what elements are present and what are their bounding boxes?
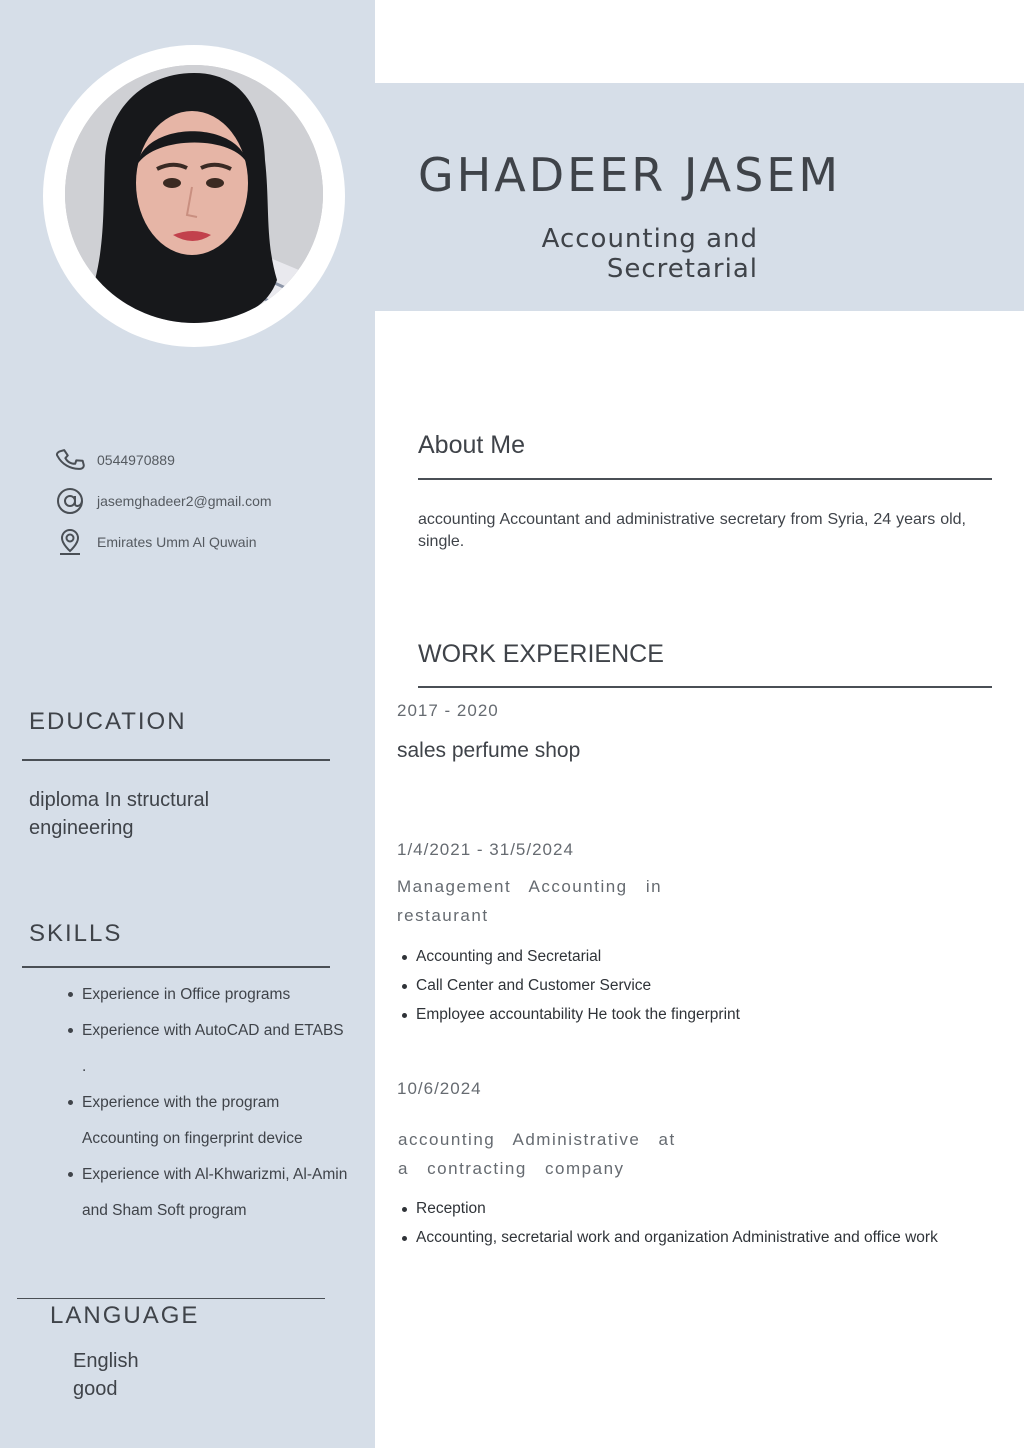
language-heading: LANGUAGE — [50, 1302, 200, 1329]
job-1-title: sales perfume shop — [397, 739, 581, 762]
job-3-title-line-1: accounting Administrative at — [398, 1130, 676, 1149]
duty-item: Call Center and Customer Service — [398, 971, 968, 1000]
language-level: good — [73, 1378, 118, 1400]
job-3-duties — [398, 1194, 958, 1252]
language-entry — [73, 1347, 139, 1403]
education-heading: EDUCATION — [29, 708, 187, 735]
contact-phone — [55, 445, 175, 475]
work-heading: WORK EXPERIENCE — [418, 640, 664, 668]
phone-icon — [55, 445, 85, 475]
skills-list — [68, 977, 348, 1229]
skill-item: Experience in Office programs — [68, 977, 348, 1013]
job-3-dates: 10/6/2024 — [397, 1079, 482, 1098]
candidate-name: GHADEER JASEM — [418, 148, 842, 202]
education-divider — [22, 759, 330, 761]
subtitle-line-1: Accounting and — [541, 224, 758, 254]
about-heading: About Me — [418, 431, 526, 459]
language-divider — [17, 1298, 325, 1299]
profile-portrait-illustration — [65, 65, 323, 323]
job-2-dates: 1/4/2021 - 31/5/2024 — [397, 840, 574, 859]
location-pin-icon — [55, 527, 85, 557]
job-1-dates: 2017 - 2020 — [397, 701, 499, 720]
job-2-title-line-1: Management Accounting in — [397, 877, 663, 896]
job-2-title — [397, 872, 697, 930]
skill-item: Experience with Al-Khwarizmi, Al-Amin and Sham Soft program — [68, 1157, 348, 1229]
contact-location — [55, 527, 256, 557]
about-text: accounting Accountant and administrative secretary from Syria, 24 years old, single. — [418, 511, 966, 550]
skills-heading: SKILLS — [29, 920, 123, 947]
skills-divider — [22, 966, 330, 968]
job-3-title — [398, 1125, 698, 1183]
duty-item: Employee accountability He took the fingerprint — [398, 1000, 968, 1029]
skill-item: Experience with AutoCAD and ETABS . — [68, 1013, 348, 1085]
email-address[interactable]: jasemghadeer2@gmail.com — [97, 493, 272, 509]
location-text: Emirates Umm Al Quwain — [97, 534, 257, 550]
job-3-title-line-2: a contracting company — [398, 1159, 625, 1178]
education-line-2: engineering — [29, 817, 134, 839]
at-sign-icon — [55, 486, 85, 516]
phone-number[interactable]: 0544970889 — [97, 452, 175, 468]
duty-item: Accounting, secretarial work and organization Administrative and office work — [398, 1223, 958, 1252]
job-2-duties — [398, 942, 968, 1029]
language-name: English — [73, 1350, 139, 1372]
education-line-1: diploma In structural — [29, 789, 210, 811]
job-subtitle — [478, 224, 758, 284]
profile-photo — [65, 65, 323, 323]
work-divider — [418, 686, 992, 688]
skill-item: Experience with the program Accounting on fingerprint device — [68, 1085, 348, 1157]
about-divider — [418, 478, 992, 480]
job-2-title-line-2: restaurant — [397, 906, 489, 925]
subtitle-line-2: Secretarial — [606, 254, 758, 284]
duty-item: Reception — [398, 1194, 958, 1223]
contact-email — [55, 486, 272, 516]
education-degree — [29, 786, 349, 842]
duty-item: Accounting and Secretarial — [398, 942, 968, 971]
